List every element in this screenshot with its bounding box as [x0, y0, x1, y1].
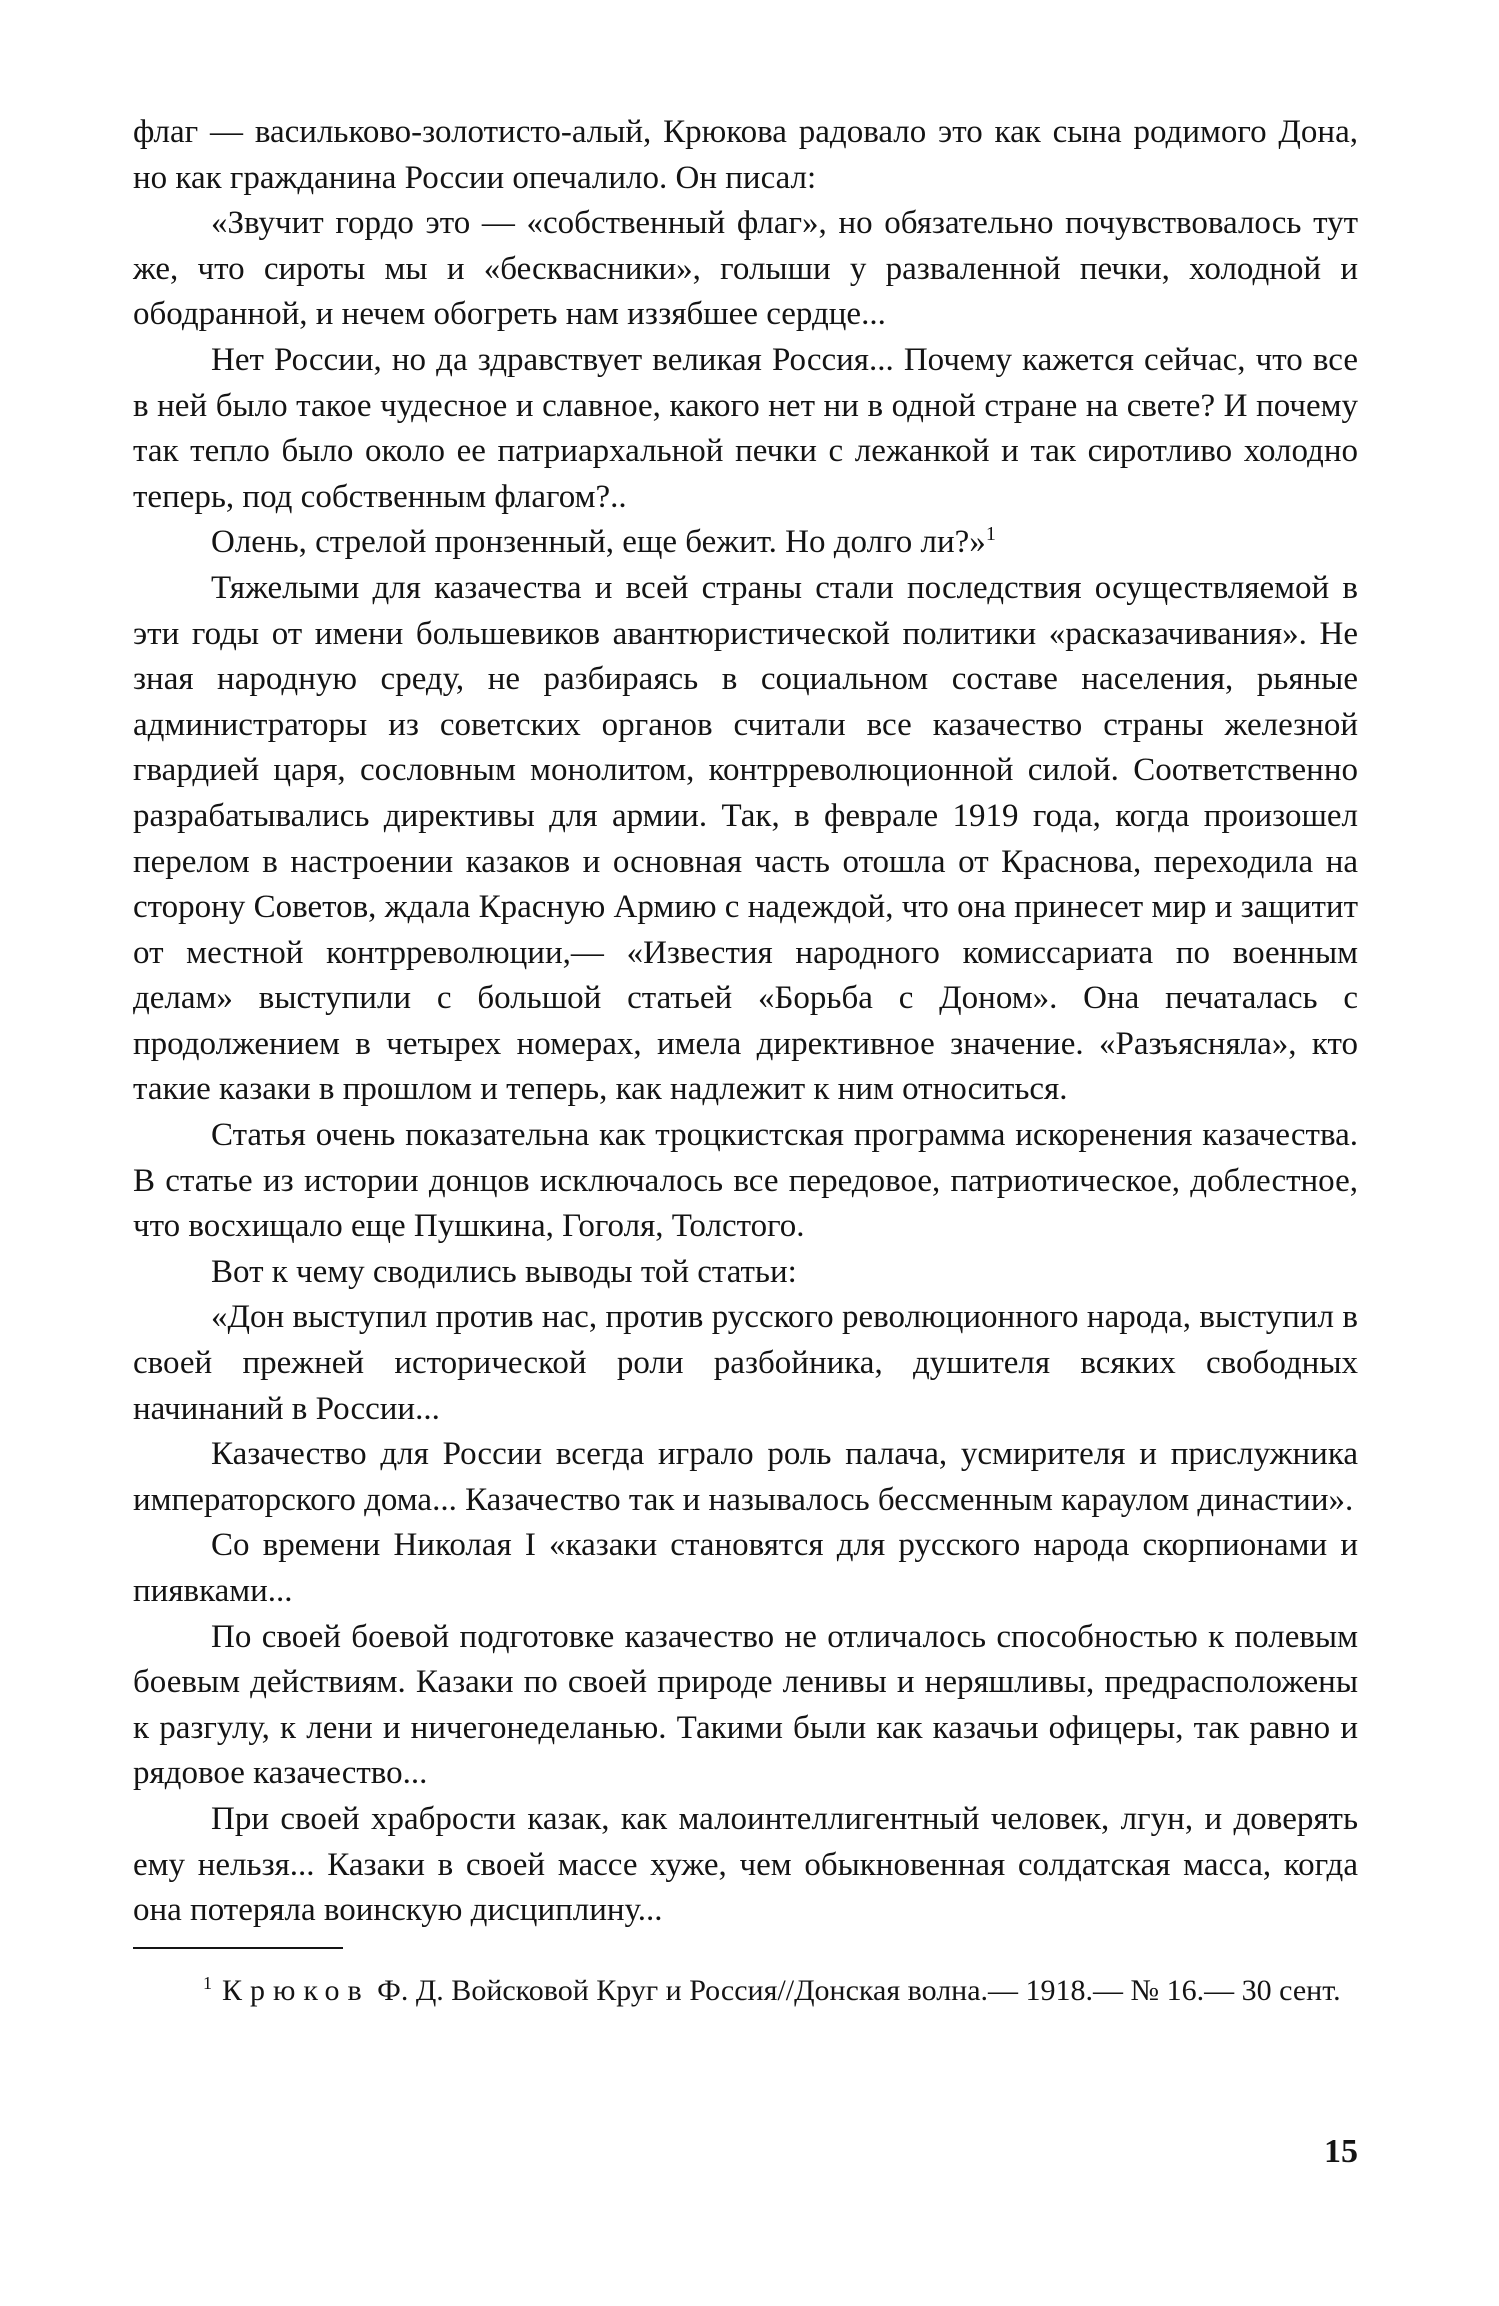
paragraph-7-text: Вот к чему сводились выводы той статьи:: [211, 1253, 797, 1290]
paragraph-11-text: По своей боевой подготовке казачество не отличалось способностью к полевым боевым действиям. Казаки по своей природе ленивы и неряшливы, предрасположены к разгулу, к лени и ничегонеделанью. Такими были как казачьи офицеры, так равно и рядовое казачество...: [133, 1618, 1358, 1792]
paragraph-6: [133, 1113, 1358, 1250]
paragraph-6-text: Статья очень показательна как троцкистская программа искоренения казачества. В статье из истории донцов исключалось все передовое, патриотическое, доблестное, что восхищало еще Пушкина, Гоголя, Толстого.: [133, 1117, 1358, 1245]
paragraph-2: [133, 201, 1358, 338]
paragraph-4: [133, 520, 1358, 566]
paragraph-12: [133, 1797, 1358, 1934]
paragraph-10-text: Со времени Николая I «казаки становятся для русского народа скорпионами и пиявками...: [133, 1527, 1358, 1609]
paragraph-1-text: флаг — васильково-золотисто-алый, Крюкова радовало это как сына родимого Дона, но как гражданина России опечалило. Он писал:: [133, 114, 1358, 196]
footnote-citation: Ф. Д. Войсковой Круг и Россия//Донская волна.— 1918.— № 16.— 30 сент.: [369, 1974, 1341, 2007]
paragraph-1: [133, 110, 1358, 201]
paragraph-7: [133, 1250, 1358, 1296]
footnote-author: Крюков: [222, 1974, 370, 2007]
footnote-mark: 1: [203, 1973, 212, 1993]
paragraph-3: [133, 338, 1358, 520]
footnote: [133, 1970, 1358, 2012]
footnote-divider: [133, 1947, 343, 1949]
paragraph-5: [133, 566, 1358, 1113]
page-body: [133, 110, 1358, 1934]
paragraph-12-text: При своей храбрости казак, как малоинтеллигентный человек, лгун, и доверять ему нельзя... Казаки в своей массе хуже, чем обыкновенная солдатская масса, когда она потеряла воинскую дисциплину...: [133, 1800, 1358, 1929]
page-number: 15: [1324, 2133, 1358, 2170]
paragraph-9-text: Казачество для России всегда играло роль палача, усмирителя и прислужника императорского дома... Казачество так и называлось бессменным караулом династии».: [133, 1436, 1358, 1518]
footnote-reference[interactable]: 1: [985, 523, 996, 546]
paragraph-8-text: «Дон выступил против нас, против русского революционного народа, выступил в своей прежней исторической роли разбойника, душителя всяких свободных начинаний в России...: [133, 1299, 1358, 1427]
paragraph-4-text: Олень, стрелой пронзенный, еще бежит. Но долго ли?»: [211, 524, 986, 561]
paragraph-10: [133, 1523, 1358, 1614]
paragraph-3-text: Нет России, но да здравствует великая Россия... Почему кажется сейчас, что все в ней было такое чудесное и славное, какого нет ни в одной стране на свете? И почему так тепло было около ее патриархальной печки с лежанкой и так сиротливо холодно теперь, под собственным флагом?..: [133, 341, 1358, 515]
paragraph-5-text: Тяжелыми для казачества и всей страны стали последствия осуществляемой в эти годы от имени большевиков авантюристической политики «расказачивания». Не зная народную среду, не разбираясь в социальном составе населения, рьяные администраторы из советских органов считали все казачество страны железной гвардией царя, сословным монолитом, контрреволюционной силой. Соответственно разрабатывались директивы для армии. Так, в феврале 1919 года, когда произошел перелом в настроении казаков и основная часть отошла от Краснова, переходила на сторону Советов, ждала Красную Армию с надеждой, что она принесет мир и защитит от местной контрреволюции,— «Известия народного комиссариата по военным делам» выступили с большой статьей «Борьба с Доном». Она печаталась с продолжением в четырех номерах, имела директивное значение. «Разъясняла», кто такие казаки в прошлом и теперь, как надлежит к ним относиться.: [133, 569, 1358, 1108]
paragraph-8: [133, 1295, 1358, 1432]
paragraph-2-text: «Звучит гордо это — «собственный флаг», но обязательно почувствовалось тут же, что сироты мы и «бесквасники», голыши у развaленной печки, холодной и ободранной, и нечем обогреть нам иззябшее сердце...: [133, 205, 1358, 333]
paragraph-11: [133, 1615, 1358, 1797]
paragraph-9: [133, 1432, 1358, 1523]
